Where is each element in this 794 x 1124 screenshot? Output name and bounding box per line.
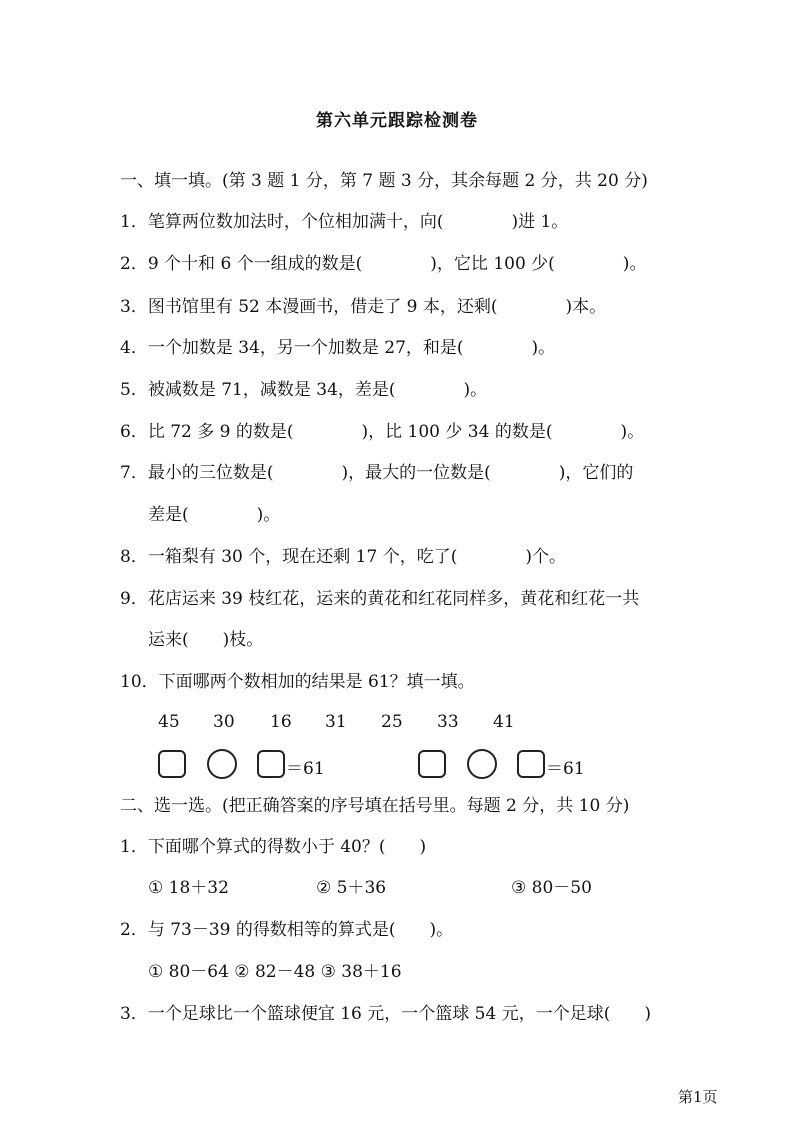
number-choice: 30 xyxy=(213,712,235,732)
section2-heading: 二、选一选。(把正确答案的序号填在括号里。每题 2 分，共 10 分) xyxy=(120,796,630,816)
operator-circle[interactable] xyxy=(467,749,497,779)
option-2-1-b: ② 5＋36 xyxy=(316,878,387,898)
question-1-6: 6．比 72 多 9 的数是( )，比 100 少 34 的数是( )。 xyxy=(120,422,645,442)
question-1-7: 7．最小的三位数是( )，最大的一位数是( )，它们的 xyxy=(120,463,634,483)
answer-square-box[interactable] xyxy=(257,750,285,778)
question-2-2: 2．与 73－39 的得数相等的算式是( )。 xyxy=(120,920,454,940)
question-1-5: 5．被减数是 71，减数是 34，差是( )。 xyxy=(120,380,488,400)
question-1-8: 8．一箱梨有 30 个，现在还剩 17 个，吃了( )个。 xyxy=(120,547,566,567)
question-1-9: 9．花店运来 39 枝红花，运来的黄花和红花同样多，黄花和红花一共 xyxy=(120,589,640,609)
question-1-10: 10．下面哪两个数相加的结果是 61？填一填。 xyxy=(120,672,475,692)
options-2-2: ① 80－64 ② 82－48 ③ 38＋16 xyxy=(148,962,402,982)
answer-square-box[interactable] xyxy=(418,750,446,778)
question-1-4: 4．一个加数是 34，另一个加数是 27，和是( )。 xyxy=(120,338,556,358)
equation-result: ＝61 xyxy=(286,759,325,779)
page-title: 第六单元跟踪检测卷 xyxy=(316,111,478,131)
question-2-1: 1．下面哪个算式的得数小于 40？( ) xyxy=(120,837,427,857)
number-choice: 31 xyxy=(325,712,347,732)
question-1-9-cont: 运来( )枝。 xyxy=(148,630,264,650)
section1-heading: 一、填一填。(第 3 题 1 分，第 7 题 3 分，其余每题 2 分，共 20 分) xyxy=(120,171,648,191)
question-1-2: 2．9 个十和 6 个一组成的数是( )，它比 100 少( )。 xyxy=(120,254,647,274)
question-1-3: 3．图书馆里有 52 本漫画书，借走了 9 本，还剩( )本。 xyxy=(120,297,607,317)
page-number: 第1页 xyxy=(678,1088,718,1106)
equation-result: ＝61 xyxy=(546,759,585,779)
question-1-7-cont: 差是( )。 xyxy=(148,505,281,525)
option-2-1-a: ① 18＋32 xyxy=(148,878,229,898)
number-choice: 45 xyxy=(158,712,180,732)
number-choice: 16 xyxy=(270,712,292,732)
question-2-3: 3．一个足球比一个篮球便宜 16 元，一个篮球 54 元，一个足球( ) xyxy=(120,1004,651,1024)
answer-square-box[interactable] xyxy=(158,750,186,778)
operator-circle[interactable] xyxy=(207,749,237,779)
number-choice: 25 xyxy=(381,712,403,732)
option-2-1-c: ③ 80－50 xyxy=(511,878,592,898)
number-choice: 41 xyxy=(493,712,515,732)
answer-square-box[interactable] xyxy=(517,750,545,778)
question-1-1: 1．笔算两位数加法时，个位相加满十，向( )进 1。 xyxy=(120,212,569,232)
number-choice: 33 xyxy=(437,712,459,732)
